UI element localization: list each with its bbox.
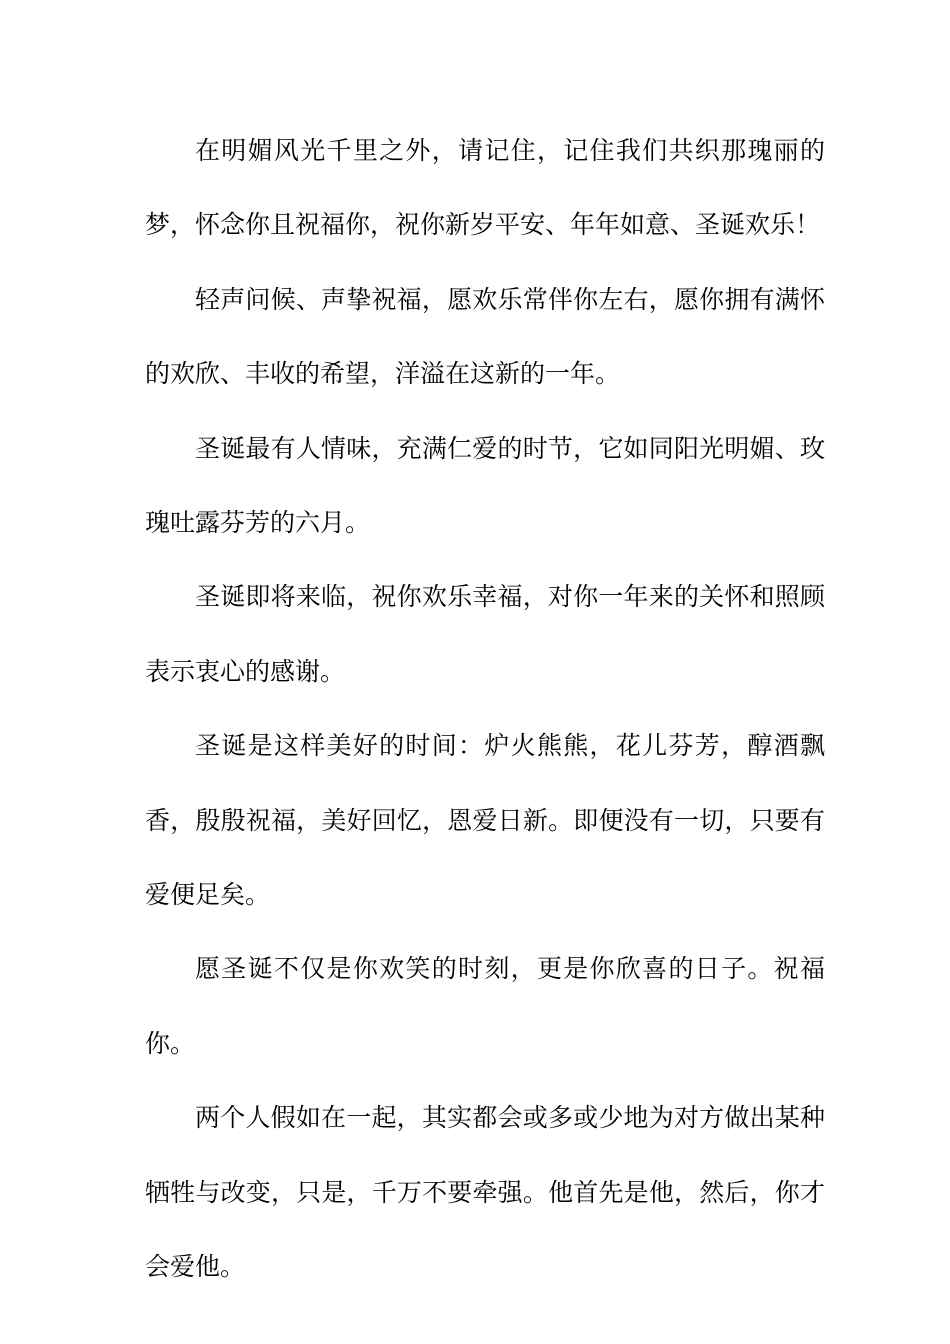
paragraph-7: 两个人假如在一起，其实都会或多或少地为对方做出某种牺牲与改变，只是，千万不要牵强。他首先是他，然后，你才会爱他。: [145, 1103, 825, 1282]
paragraph-5: 圣诞是这样美好的时间：炉火熊熊，花儿芬芳，醇酒飘香，殷殷祝福，美好回忆，恩爱日新。即便没有一切，只要有爱便足矣。: [145, 731, 825, 910]
document-body: [145, 114, 825, 1305]
paragraph-3: 圣诞最有人情味，充满仁爱的时节，它如同阳光明媚、玫瑰吐露芬芳的六月。: [145, 433, 825, 538]
paragraph-4: 圣诞即将来临，祝你欢乐幸福，对你一年来的关怀和照顾表示衷心的感谢。: [145, 582, 825, 686]
paragraph-1: 在明媚风光千里之外，请记住，记住我们共织那瑰丽的梦，怀念你且祝福你，祝你新岁平安、年年如意、圣诞欢乐！: [145, 136, 825, 240]
paragraph-2: 轻声问候、声挚祝福，愿欢乐常伴你左右，愿你拥有满怀的欢欣、丰收的希望，洋溢在这新的一年。: [145, 284, 825, 389]
paragraph-6: 愿圣诞不仅是你欢笑的时刻，更是你欣喜的日子。祝福你。: [145, 954, 825, 1058]
